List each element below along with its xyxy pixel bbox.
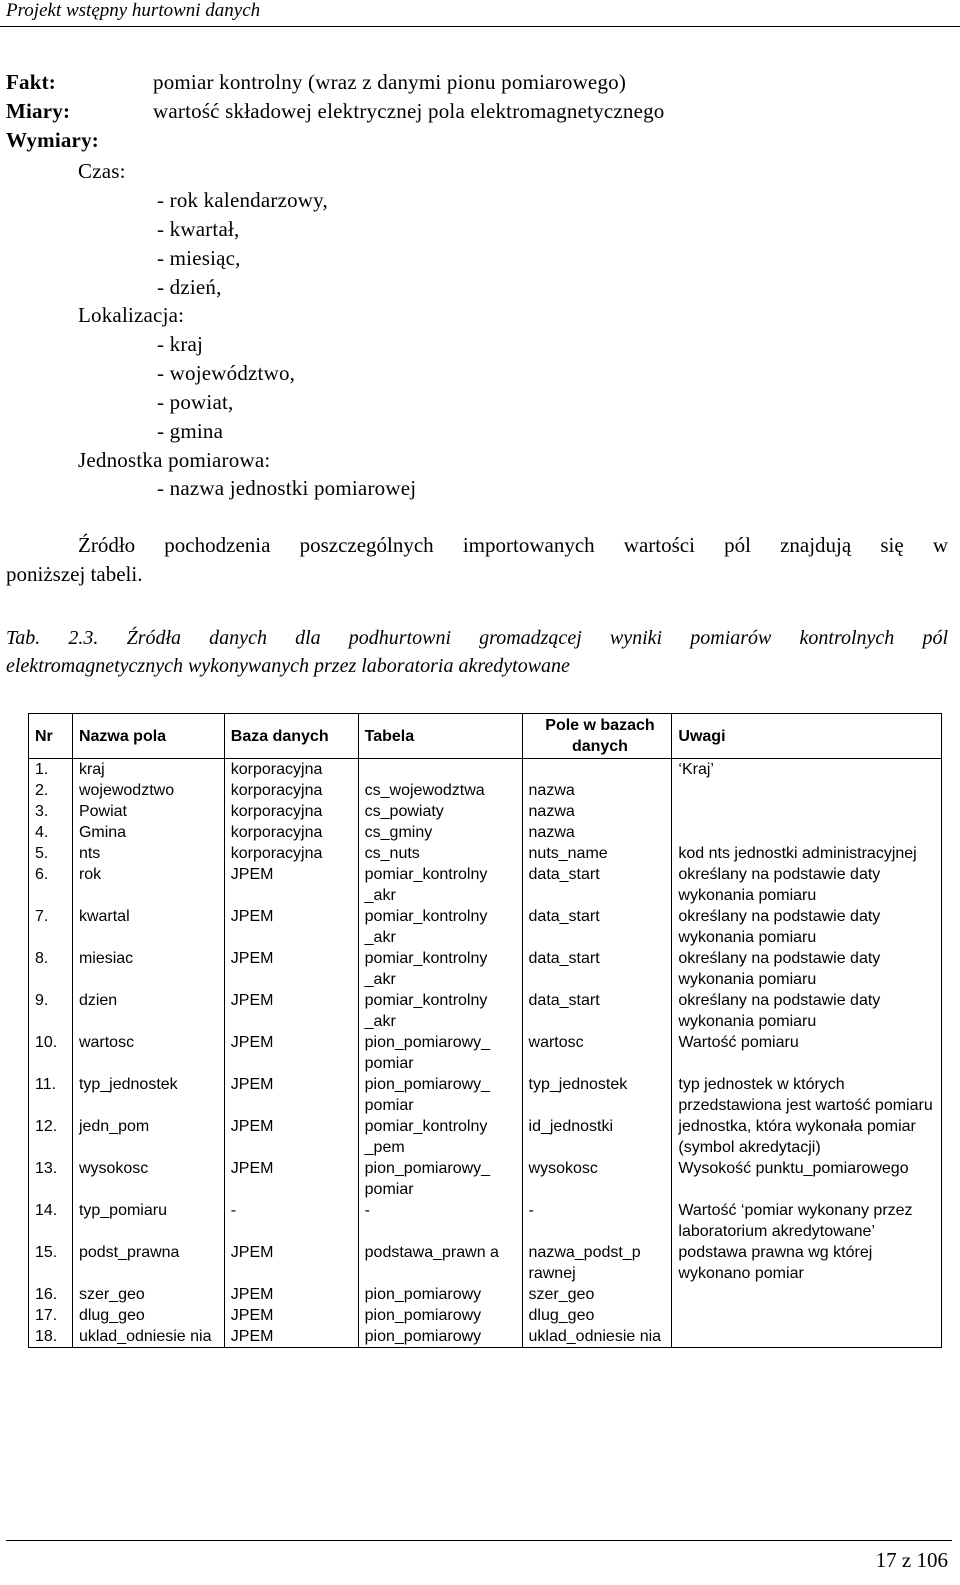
cell-tabela: cs_wojewodztwa: [358, 780, 522, 801]
table-row: [29, 864, 942, 906]
cell-nr: 12.: [29, 1116, 73, 1158]
cell-baza-danych: JPEM: [224, 1242, 358, 1284]
cell-nazwa-pola: kraj: [72, 759, 224, 781]
column-header-nr: Nr: [29, 714, 73, 759]
cell-nazwa-pola: nts: [72, 843, 224, 864]
cell-baza-danych: JPEM: [224, 1326, 358, 1348]
cell-pole: nazwa: [522, 822, 672, 843]
cell-uwagi: ‘Kraj’: [672, 759, 942, 781]
column-header-uwagi: Uwagi: [672, 714, 942, 759]
cell-pole: nazwa: [522, 780, 672, 801]
cell-nazwa-pola: miesiac: [72, 948, 224, 990]
cell-pole: nuts_name: [522, 843, 672, 864]
cell-nazwa-pola: typ_pomiaru: [72, 1200, 224, 1242]
jednostka-label: Jednostka pomiarowa:: [78, 448, 271, 472]
table-row: [29, 1284, 942, 1305]
cell-tabela: podstawa_prawn a: [358, 1242, 522, 1284]
cell-pole: dlug_geo: [522, 1305, 672, 1326]
cell-tabela: pomiar_kontrolny _akr: [358, 864, 522, 906]
document-header-title: Projekt wstępny hurtowni danych: [6, 0, 261, 21]
cell-pole: szer_geo: [522, 1284, 672, 1305]
jednostka-item: - nazwa jednostki pomiarowej: [157, 476, 417, 500]
cell-uwagi: [672, 1326, 942, 1348]
table-row: [29, 990, 942, 1032]
cell-tabela: -: [358, 1200, 522, 1242]
cell-baza-danych: JPEM: [224, 948, 358, 990]
cell-uwagi: [672, 780, 942, 801]
cell-baza-danych: JPEM: [224, 990, 358, 1032]
czas-item: - dzień,: [157, 275, 222, 299]
cell-baza-danych: JPEM: [224, 1158, 358, 1200]
cell-tabela: cs_gminy: [358, 822, 522, 843]
cell-uwagi: określany na podstawie daty wykonania pomiaru: [672, 906, 942, 948]
table-row: [29, 801, 942, 822]
table-row: [29, 759, 942, 781]
column-header-tabela: Tabela: [358, 714, 522, 759]
cell-nazwa-pola: podst_prawna: [72, 1242, 224, 1284]
table-row: [29, 822, 942, 843]
cell-pole: typ_jednostek: [522, 1074, 672, 1116]
cell-tabela: pomiar_kontrolny _pem: [358, 1116, 522, 1158]
cell-tabela: pion_pomiarowy_ pomiar: [358, 1032, 522, 1074]
cell-baza-danych: korporacyjna: [224, 822, 358, 843]
fakt-label: Fakt:: [6, 70, 56, 94]
fakt-value: pomiar kontrolny (wraz z danymi pionu pomiarowego): [153, 70, 627, 94]
table-row: [29, 1032, 942, 1074]
cell-baza-danych: korporacyjna: [224, 759, 358, 781]
cell-baza-danych: korporacyjna: [224, 801, 358, 822]
cell-uwagi: określany na podstawie daty wykonania pomiaru: [672, 948, 942, 990]
cell-pole: [522, 759, 672, 781]
cell-tabela: pion_pomiarowy: [358, 1284, 522, 1305]
cell-tabela: cs_powiaty: [358, 801, 522, 822]
cell-nazwa-pola: dlug_geo: [72, 1305, 224, 1326]
column-header-baza-danych: Baza danych: [224, 714, 358, 759]
cell-nazwa-pola: szer_geo: [72, 1284, 224, 1305]
cell-pole: nazwa: [522, 801, 672, 822]
cell-tabela: pion_pomiarowy_ pomiar: [358, 1158, 522, 1200]
cell-tabela: [358, 759, 522, 781]
cell-nazwa-pola: uklad_odniesie nia: [72, 1326, 224, 1348]
table-body: [29, 759, 942, 1348]
table-caption-line2: elektromagnetycznych wykonywanych przez laboratoria akredytowane: [6, 655, 570, 677]
cell-baza-danych: JPEM: [224, 1284, 358, 1305]
cell-tabela: pomiar_kontrolny _akr: [358, 990, 522, 1032]
czas-item: - miesiąc,: [157, 246, 241, 270]
cell-nazwa-pola: wojewodztwo: [72, 780, 224, 801]
header-divider: [0, 26, 960, 27]
cell-pole: data_start: [522, 906, 672, 948]
cell-baza-danych: JPEM: [224, 864, 358, 906]
cell-pole: nazwa_podst_p rawnej: [522, 1242, 672, 1284]
cell-baza-danych: JPEM: [224, 1116, 358, 1158]
lokalizacja-item: - kraj: [157, 332, 204, 356]
cell-pole: data_start: [522, 990, 672, 1032]
cell-uwagi: jednostka, która wykonała pomiar (symbol akredytacji): [672, 1116, 942, 1158]
cell-nazwa-pola: dzien: [72, 990, 224, 1032]
cell-nr: 1.: [29, 759, 73, 781]
cell-uwagi: określany na podstawie daty wykonania pomiaru: [672, 990, 942, 1032]
cell-pole: uklad_odniesie nia: [522, 1326, 672, 1348]
cell-tabela: pion_pomiarowy_ pomiar: [358, 1074, 522, 1116]
column-header-nazwa-pola: Nazwa pola: [72, 714, 224, 759]
lokalizacja-item: - województwo,: [157, 361, 296, 385]
cell-nazwa-pola: Gmina: [72, 822, 224, 843]
cell-tabela: pion_pomiarowy: [358, 1305, 522, 1326]
lokalizacja-item: - gmina: [157, 419, 224, 443]
table-row: [29, 1200, 942, 1242]
cell-nr: 8.: [29, 948, 73, 990]
cell-pole: id_jednostki: [522, 1116, 672, 1158]
cell-nr: 2.: [29, 780, 73, 801]
cell-nr: 10.: [29, 1032, 73, 1074]
table-row: [29, 1326, 942, 1348]
cell-uwagi: Wartość pomiaru: [672, 1032, 942, 1074]
cell-nazwa-pola: typ_jednostek: [72, 1074, 224, 1116]
miary-label: Miary:: [6, 99, 71, 123]
table-row: [29, 843, 942, 864]
cell-pole: wysokosc: [522, 1158, 672, 1200]
cell-nr: 15.: [29, 1242, 73, 1284]
cell-nazwa-pola: wysokosc: [72, 1158, 224, 1200]
table-row: [29, 906, 942, 948]
cell-nr: 7.: [29, 906, 73, 948]
cell-nr: 5.: [29, 843, 73, 864]
cell-baza-danych: JPEM: [224, 1305, 358, 1326]
cell-nazwa-pola: jedn_pom: [72, 1116, 224, 1158]
cell-nr: 18.: [29, 1326, 73, 1348]
wymiary-label: Wymiary:: [6, 128, 99, 152]
cell-uwagi: Wartość ‘pomiar wykonany przez laboratorium akredytowane’: [672, 1200, 942, 1242]
cell-nr: 9.: [29, 990, 73, 1032]
table-row: [29, 1074, 942, 1116]
cell-nr: 14.: [29, 1200, 73, 1242]
cell-baza-danych: korporacyjna: [224, 780, 358, 801]
czas-label: Czas:: [78, 159, 126, 183]
data-sources-table: [28, 713, 942, 1348]
cell-nazwa-pola: wartosc: [72, 1032, 224, 1074]
footer-divider: [6, 1540, 952, 1541]
cell-uwagi: kod nts jednostki administracyjnej: [672, 843, 942, 864]
cell-baza-danych: JPEM: [224, 906, 358, 948]
cell-pole: wartosc: [522, 1032, 672, 1074]
cell-uwagi: [672, 801, 942, 822]
cell-uwagi: [672, 822, 942, 843]
cell-nazwa-pola: kwartal: [72, 906, 224, 948]
table-row: [29, 1242, 942, 1284]
cell-uwagi: określany na podstawie daty wykonania pomiaru: [672, 864, 942, 906]
page-number: 17 z 106: [875, 1548, 948, 1572]
cell-baza-danych: JPEM: [224, 1032, 358, 1074]
table-row: [29, 1116, 942, 1158]
cell-nazwa-pola: Powiat: [72, 801, 224, 822]
lokalizacja-label: Lokalizacja:: [78, 303, 185, 327]
cell-nr: 6.: [29, 864, 73, 906]
cell-uwagi: Wysokość punktu_pomiarowego: [672, 1158, 942, 1200]
cell-nazwa-pola: rok: [72, 864, 224, 906]
table-row: [29, 1158, 942, 1200]
czas-item: - rok kalendarzowy,: [157, 188, 328, 212]
table-header-row: [29, 714, 942, 759]
czas-item: - kwartał,: [157, 217, 240, 241]
cell-uwagi: [672, 1305, 942, 1326]
cell-uwagi: podstawa prawna wg której wykonano pomiar: [672, 1242, 942, 1284]
cell-baza-danych: JPEM: [224, 1074, 358, 1116]
cell-tabela: cs_nuts: [358, 843, 522, 864]
cell-nr: 11.: [29, 1074, 73, 1116]
table-row: [29, 780, 942, 801]
cell-uwagi: [672, 1284, 942, 1305]
cell-nr: 17.: [29, 1305, 73, 1326]
column-header-pole-w-bazach: Pole w bazach danych: [522, 714, 672, 759]
cell-pole: data_start: [522, 864, 672, 906]
table-caption-line1: Tab. 2.3. Źródła danych dla podhurtowni gromadzącej wyniki pomiarów kontrolnych pól: [6, 627, 948, 649]
cell-tabela: pomiar_kontrolny _akr: [358, 948, 522, 990]
cell-baza-danych: -: [224, 1200, 358, 1242]
intro-paragraph-line1: Źródło pochodzenia poszczególnych importowanych wartości pól znajdują się w: [78, 533, 948, 557]
table-row: [29, 948, 942, 990]
cell-baza-danych: korporacyjna: [224, 843, 358, 864]
table-row: [29, 1305, 942, 1326]
cell-tabela: pion_pomiarowy: [358, 1326, 522, 1348]
cell-nr: 4.: [29, 822, 73, 843]
miary-value: wartość składowej elektrycznej pola elektromagnetycznego: [153, 99, 665, 123]
lokalizacja-item: - powiat,: [157, 390, 234, 414]
cell-tabela: pomiar_kontrolny _akr: [358, 906, 522, 948]
cell-pole: data_start: [522, 948, 672, 990]
cell-nr: 3.: [29, 801, 73, 822]
intro-paragraph-line2: poniższej tabeli.: [6, 562, 143, 586]
cell-pole: -: [522, 1200, 672, 1242]
cell-nr: 13.: [29, 1158, 73, 1200]
cell-uwagi: typ jednostek w których przedstawiona jest wartość pomiaru: [672, 1074, 942, 1116]
cell-nr: 16.: [29, 1284, 73, 1305]
